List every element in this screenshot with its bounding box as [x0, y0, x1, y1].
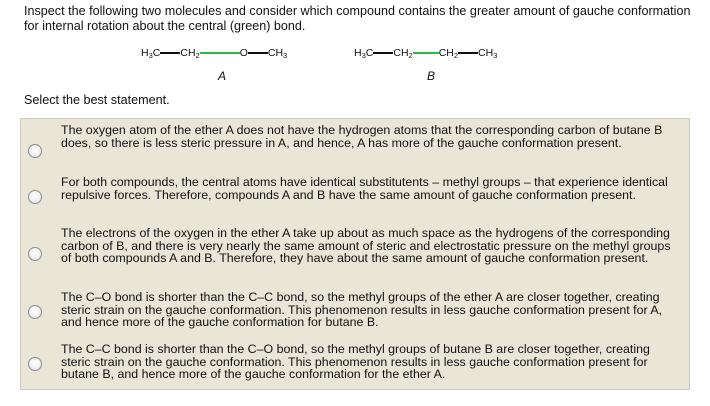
choice-text: The C–O bond is shorter than the C–C bond, so the methyl groups of the ether A are closer together, creating steric strain on the gauche conformation. This phenomenon results in less gauche conformation present for A, and hence more of the gauche conformation for butane B. [61, 290, 663, 329]
atom-b-3: $CH_2$ [438, 47, 459, 61]
bond-b-1 [373, 52, 393, 54]
choice-text: The electrons of the oxygen in the ether A take up about as much space as the hydrogens of the corresponding carbon of B, and there is very nearly the same amount of steric and electrostatic pressure on the methyl groups of both compounds A and B. Therefore, they have about the same amount of gauche conformation present. [61, 226, 671, 265]
atom-b-1: $H_3C$ [354, 47, 374, 61]
answer-choices-panel [20, 118, 690, 390]
central-green-bond-a [200, 52, 240, 54]
radio-button[interactable] [28, 247, 42, 261]
atom-a-1: $H_3C$ [141, 47, 161, 61]
select-prompt: Select the best statement. [24, 93, 170, 107]
choice-text: The oxygen atom of the ether A does not have the hydrogen atoms that the corresponding carbon of butane B does, so there is less steric pressure in A, and hence, A has more of the gauche conformation present. [61, 123, 663, 150]
bond-a-1 [160, 52, 180, 54]
molecule-a-label: A [218, 69, 227, 83]
atom-b-4: $CH_3$ [478, 47, 498, 61]
molecule-a-structure [141, 44, 287, 62]
choice-text: The C–C bond is shorter than the C–O bond, so the methyl groups of butane B are closer together, creating steric strain on the gauche conformation. This phenomenon results in less gauche conformation present for butane B, and hence more of the gauche conformation for the ether A. [61, 342, 650, 381]
bond-b-3 [458, 52, 478, 54]
central-green-bond-b [413, 52, 439, 54]
radio-button[interactable] [28, 357, 42, 371]
atom-a-4: $CH_3$ [267, 47, 288, 61]
atom-a-2: $CH_2$ [180, 47, 200, 61]
choice-text: For both compounds, the central atoms have identical substitutents – methyl groups – that experience identical repulsive forces. Therefore, compounds A and B have the same amount of gauche conformation present. [61, 175, 668, 202]
atom-a-3: O [239, 47, 248, 60]
atom-b-2: $CH_2$ [393, 47, 413, 61]
molecule-b-label: B [427, 69, 436, 83]
radio-button[interactable] [28, 190, 42, 204]
bond-a-3 [248, 52, 268, 54]
molecule-b-structure [354, 44, 497, 62]
radio-button[interactable] [28, 144, 42, 158]
question-text: Inspect the following two molecules and consider which compound contains the greater amount of gauche conformation for internal rotation about the central (green) bond. [24, 4, 691, 33]
radio-button[interactable] [28, 305, 42, 319]
